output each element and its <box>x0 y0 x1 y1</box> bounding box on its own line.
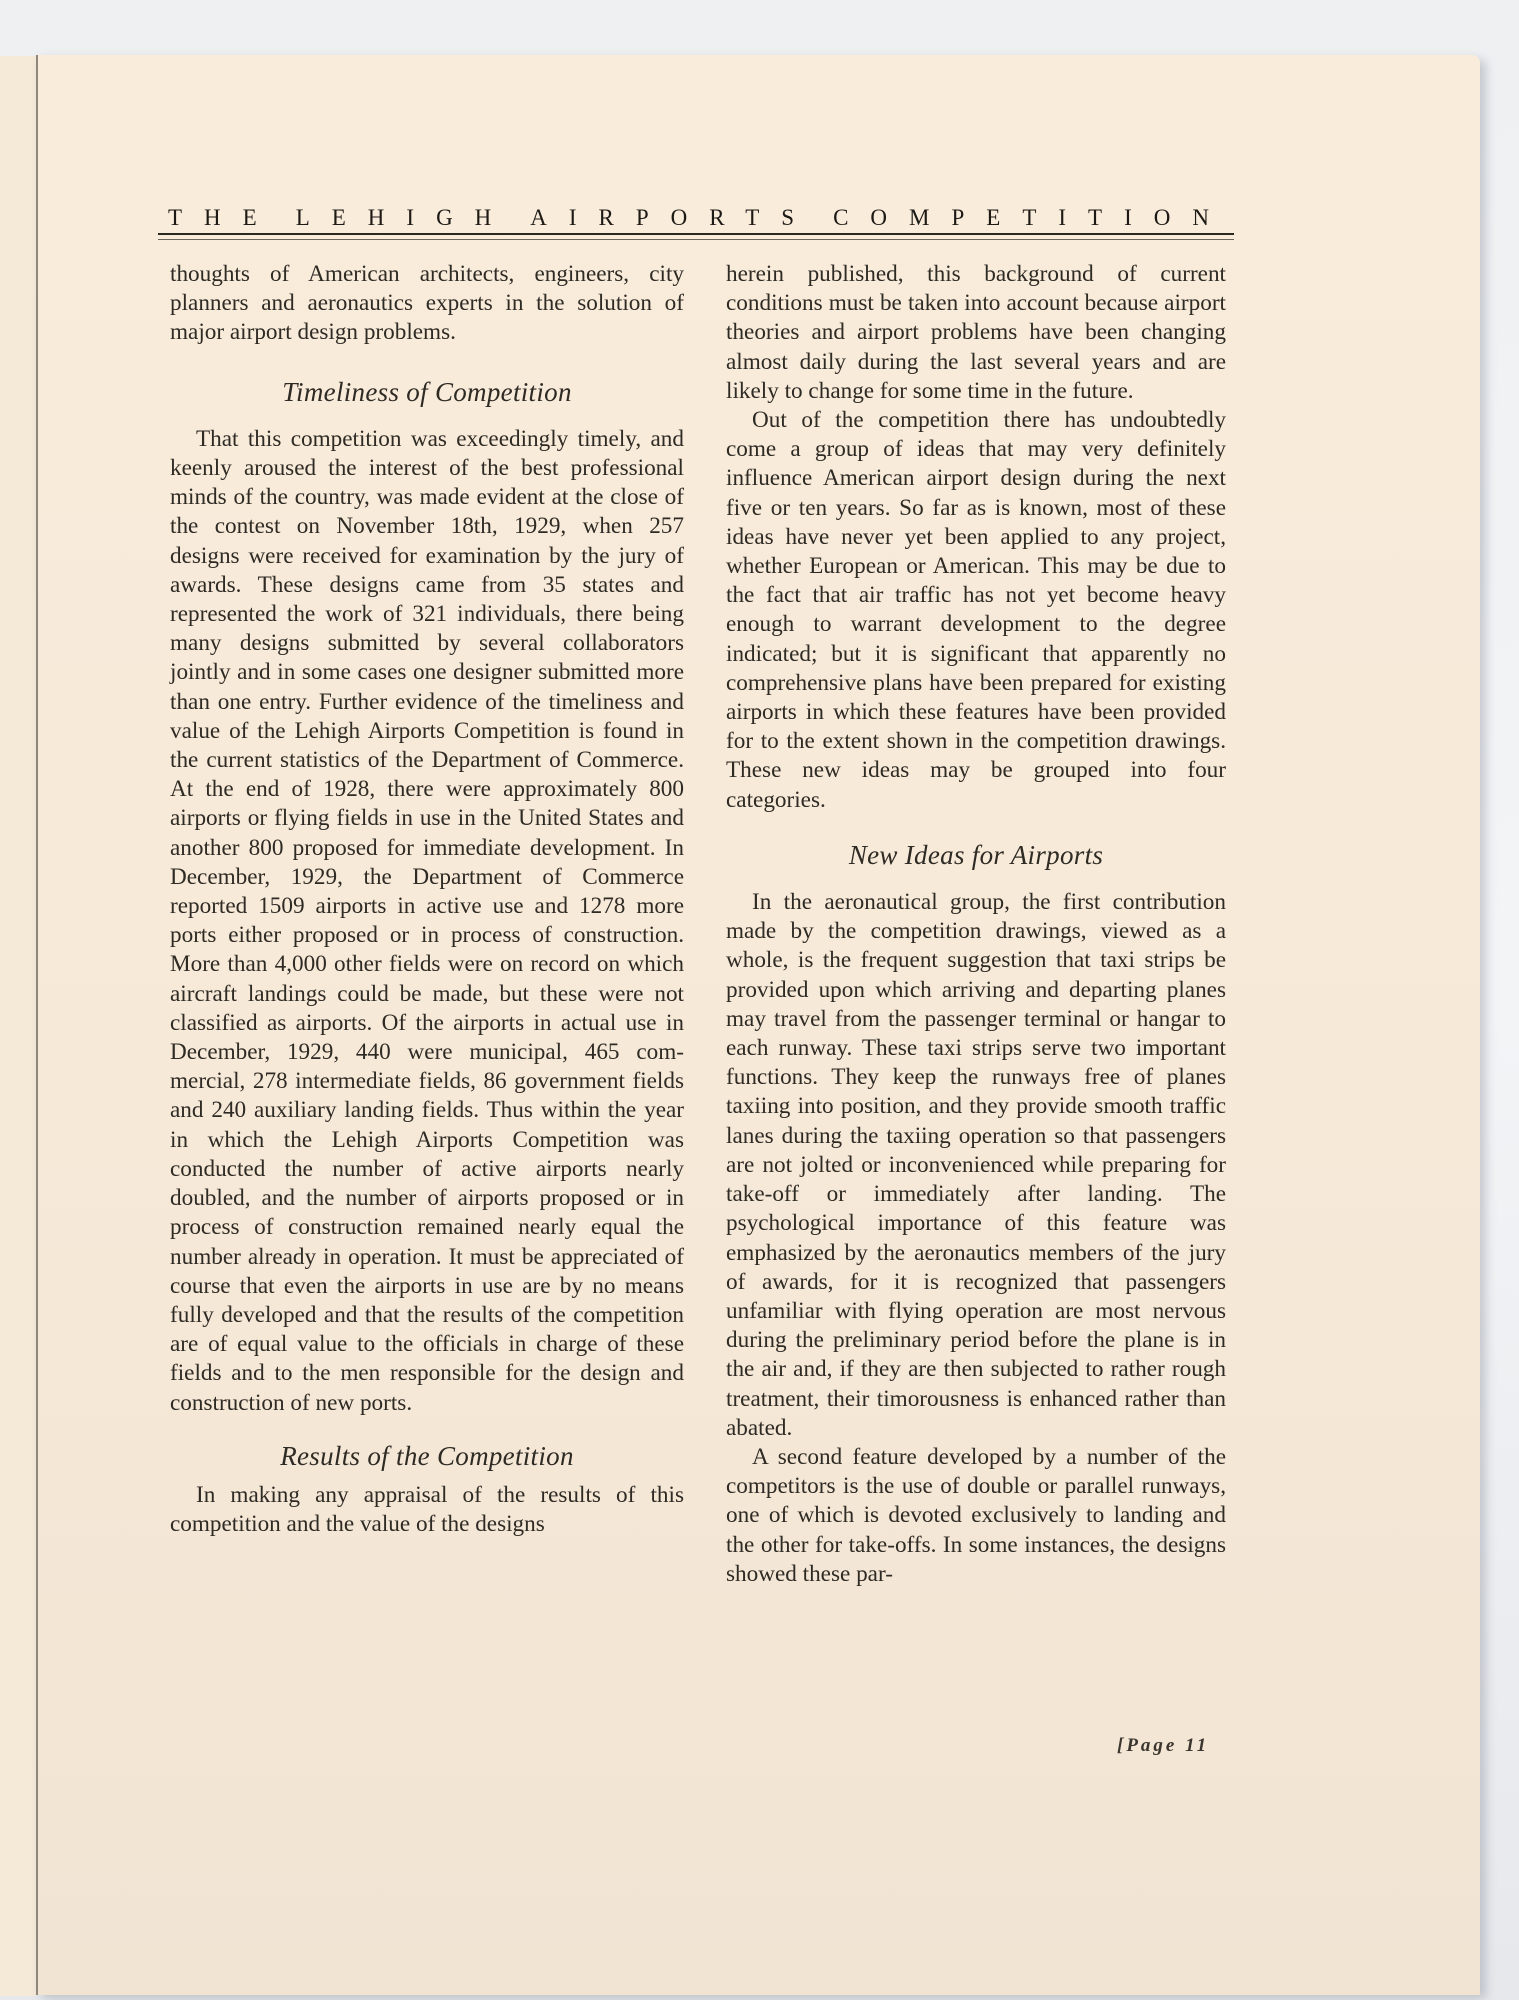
page-number: [Page 11 <box>1117 1735 1210 1756</box>
running-head-word: AIRPORTS <box>530 205 817 230</box>
left-column <box>170 260 684 1539</box>
continuation-paragraph: herein published, this background of current conditions must be taken into account because airport theories and airport problems have been changing almost daily during the last several years and are likely to change for some time in the future. <box>726 261 1226 404</box>
running-head-word: LEHIGH <box>295 205 514 230</box>
section-heading-timeliness: Timeliness of Competition <box>282 376 572 407</box>
paragraph-timeliness: That this competition was exceedingly timely, and keenly aroused the interest of the best professional minds of the country, was made evident at the close of the contest on November 18th, 1929, when 257 designs were received for examination by the jury of awards. These designs came from 35 states and represented the work of 321 individuals, there being many designs submitted by several collaborators jointly and in some cases one designer submitted more than one entry. Further evidence of the timeliness and value of the Lehigh Airports Competition is found in the current statistics of the Department of Commerce. At the end of 1928, there were approximately 800 airports or flying fields in use in the United States and another 800 proposed for immediate development. In December, 1929, the Department of Commerce reported 1509 airports in active use and 1278 more ports either proposed or in process of construction. More than 4,000 other fields were on record on which aircraft landings could be made, but these were not classified as airports. Of the airports in actual use in December, 1929, 440 were municipal, 465 commercial, 278 intermediate fields, 86 government fields and 240 auxiliary landing fields. Thus within the year in which the Lehigh Airports Competition was conducted the number of active airports nearly doubled, and the number of airports proposed or in process of construction remained nearly equal the number already in operation. It must be appreciated of course that even the airports in use are by no means fully developed and that the results of the competition are of equal value to the officials in charge of these fields and to the men responsible for the design and construction of new ports. <box>170 425 684 1416</box>
paragraph-parallel-runways: A second feature developed by a number of the competitors is the use of double or parallel runways, one of which is devoted exclusively to landing and the other for take-offs. In some instances, the designs showed these par- <box>726 1443 1226 1587</box>
running-head-rule <box>158 233 1234 240</box>
running-head <box>168 205 1231 231</box>
paragraph-results: In making any appraisal of the results of this competition and the value of the designs <box>170 1481 684 1538</box>
paragraph-ideas: Out of the competition there has undoubtedly come a group of ideas that may very definitely influence American airport design during the next five or ten years. So far as is known, most of these ideas have never yet been applied to any project, whether European or American. This may be due to the fact that air traffic has not yet become heavy enough to warrant development to the degree indicated; but it is significant that apparently no comprehensive plans have been prepared for existing airports in which these features have been provided for to the extent shown in the competition drawings. These new ideas may be grouped into four categories. <box>726 407 1226 813</box>
running-head-word: COMPETITION <box>833 205 1231 230</box>
facing-page-edge <box>0 56 36 1996</box>
opening-paragraph: thoughts of American architects, engineers, city planners and aeronautics experts in the solution of major airport design problems. <box>170 261 684 346</box>
paragraph-taxi-strips: In the aeronautical group, the first contribution made by the competition drawings, viewed as a whole, is the frequent suggestion that taxi strips be provided upon which arriving and departing planes may travel from the passenger terminal or hangar to each runway. These taxi strips serve two important functions. They keep the runways free of planes taxiing into position, and they provide smooth traffic lanes during the taxiing operation so that passengers are not jolted or inconvenienced while preparing for take-off or immediately after landing. The psychological importance of this feature was emphasized by the aeronautics members of the jury of awards, for it is recognized that passengers unfamiliar with flying operation are most nervous during the preliminary period before the plane is in the air and, if they are then subjected to rather rough treatment, their timorousness is enhanced rather than abated. <box>726 889 1226 1441</box>
running-head-word: THE <box>168 205 279 230</box>
section-heading-new-ideas: New Ideas for Airports <box>848 839 1104 870</box>
right-column <box>726 260 1226 1589</box>
section-heading-results: Results of the Competition <box>280 1440 574 1471</box>
